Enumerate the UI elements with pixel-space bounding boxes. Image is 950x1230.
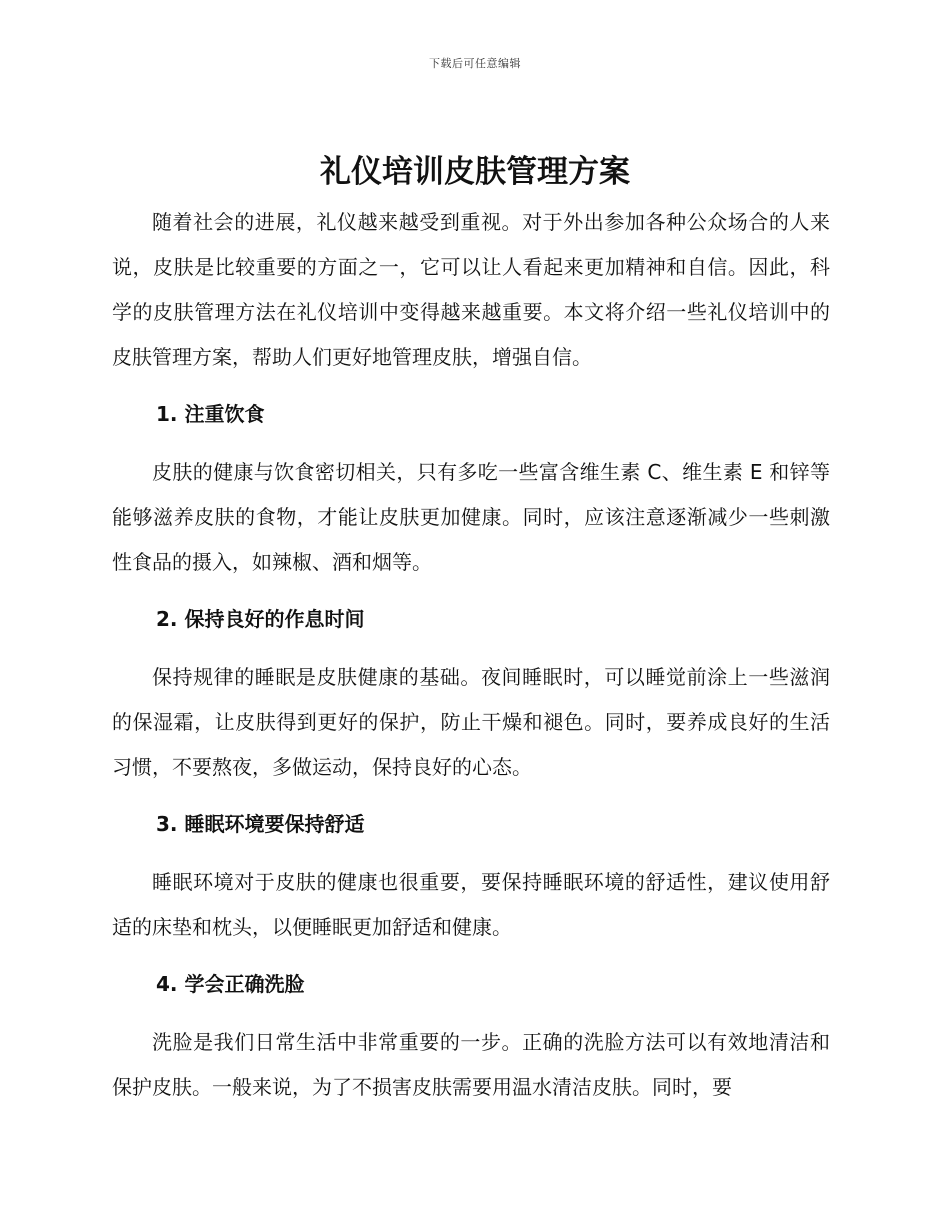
page-header-note: 下载后可任意编辑 bbox=[429, 57, 521, 70]
section-heading-face-washing: 4. 学会正确洗脸 bbox=[156, 972, 305, 996]
section-heading-schedule: 2. 保持良好的作息时间 bbox=[156, 607, 365, 631]
section-body-diet: 皮肤的健康与饮食密切相关，只有多吃一些富含维生素 C、维生素 E 和锌等能够滋养皮肤的食物，才能让皮肤更加健康。同时，应该注意逐渐减少一些刺激性食品的摄入，如辣椒、酒和烟等。 bbox=[112, 460, 830, 574]
section-body-face-washing: 洗脸是我们日常生活中非常重要的一步。正确的洗脸方法可以有效地清洁和保护皮肤。一般来说，为了不损害皮肤需要用温水清洁皮肤。同时，要 bbox=[112, 1030, 830, 1099]
section-heading-diet: 1. 注重饮食 bbox=[156, 402, 265, 426]
intro-paragraph: 随着社会的进展，礼仪越来越受到重视。对于外出参加各种公众场合的人来说，皮肤是比较重要的方面之一，它可以让人看起来更加精神和自信。因此，科学的皮肤管理方法在礼仪培训中变得越来越重要。本文将介绍一些礼仪培训中的皮肤管理方案，帮助人们更好地管理皮肤，增强自信。 bbox=[112, 210, 830, 369]
document-body bbox=[112, 200, 830, 1110]
section-heading-sleep-environment: 3. 睡眠环境要保持舒适 bbox=[156, 812, 365, 836]
document-title: 礼仪培训皮肤管理方案 bbox=[320, 154, 630, 190]
section-body-sleep-environment: 睡眠环境对于皮肤的健康也很重要，要保持睡眠环境的舒适性，建议使用舒适的床垫和枕头，以便睡眠更加舒适和健康。 bbox=[112, 870, 830, 939]
section-body-schedule: 保持规律的睡眠是皮肤健康的基础。夜间睡眠时，可以睡觉前涂上一些滋润的保湿霜，让皮肤得到更好的保护，防止干燥和褪色。同时，要养成良好的生活习惯，不要熬夜，多做运动，保持良好的心态。 bbox=[112, 665, 830, 779]
